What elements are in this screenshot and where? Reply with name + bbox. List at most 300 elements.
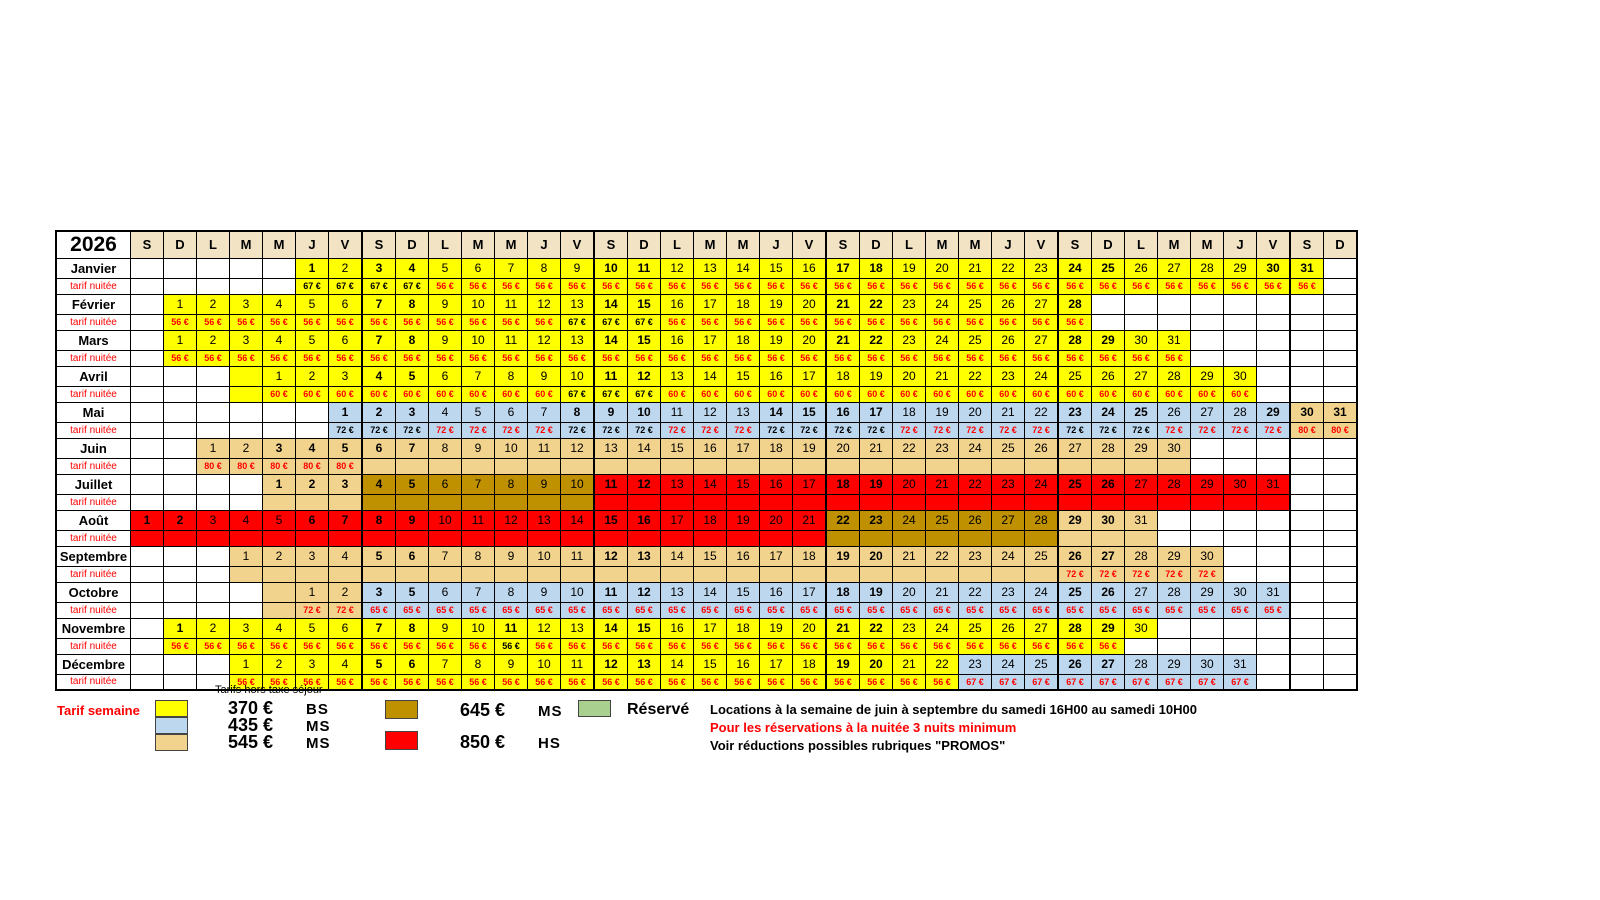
day-cell: 29 xyxy=(1224,258,1257,278)
weekday-header: V xyxy=(1025,231,1059,258)
tarif-cell xyxy=(826,494,860,510)
day-cell: 19 xyxy=(860,582,893,602)
day-cell: 12 xyxy=(528,618,561,638)
tarif-cell: 65 € xyxy=(1025,602,1059,618)
empty-cell xyxy=(131,350,164,366)
day-cell: 3 xyxy=(362,258,396,278)
tarif-cell xyxy=(628,494,661,510)
tarif-cell xyxy=(396,458,429,474)
day-cell: 26 xyxy=(1092,474,1125,494)
day-cell: 10 xyxy=(462,330,495,350)
tarif-cell xyxy=(329,530,363,546)
empty-cell xyxy=(1290,566,1324,582)
tarif-row-label: tarif nuitée xyxy=(56,350,131,366)
day-cell: 11 xyxy=(495,294,528,314)
weekday-header: L xyxy=(893,231,926,258)
tarif-cell: 72 € xyxy=(429,422,462,438)
empty-cell xyxy=(131,638,164,654)
day-cell: 4 xyxy=(263,294,296,314)
empty-cell xyxy=(1324,530,1358,546)
legend-swatch-blue xyxy=(155,717,188,734)
empty-cell xyxy=(1290,510,1324,530)
day-cell: 13 xyxy=(628,654,661,674)
empty-cell xyxy=(1224,510,1257,530)
month-label: Mars xyxy=(56,330,131,350)
day-cell: 11 xyxy=(594,582,628,602)
legend-swatch-tan xyxy=(155,734,188,751)
tarif-cell: 56 € xyxy=(860,674,893,690)
day-cell: 13 xyxy=(561,294,595,314)
tarif-cell: 67 € xyxy=(1224,674,1257,690)
day-cell: 7 xyxy=(528,402,561,422)
day-cell: 29 xyxy=(1125,438,1158,458)
empty-cell xyxy=(131,258,164,278)
empty-cell xyxy=(164,674,197,690)
day-cell: 19 xyxy=(893,258,926,278)
tarif-cell xyxy=(694,566,727,582)
day-cell: 24 xyxy=(959,438,992,458)
day-cell: 10 xyxy=(462,294,495,314)
day-cell: 9 xyxy=(396,510,429,530)
day-cell: 14 xyxy=(661,546,694,566)
price-value: 850 € xyxy=(460,732,506,752)
day-cell: 21 xyxy=(893,546,926,566)
empty-cell xyxy=(1290,494,1324,510)
season-code: MS xyxy=(306,735,331,752)
day-cell: 18 xyxy=(727,294,760,314)
day-cell: 8 xyxy=(495,366,528,386)
day-cell: 8 xyxy=(429,438,462,458)
tarif-cell: 56 € xyxy=(594,350,628,366)
empty-cell xyxy=(1191,314,1224,330)
day-cell: 4 xyxy=(263,330,296,350)
day-cell: 16 xyxy=(793,258,827,278)
month-dates-row xyxy=(56,618,1357,638)
tarif-cell: 65 € xyxy=(1058,602,1092,618)
empty-cell xyxy=(1191,618,1224,638)
tarif-cell: 56 € xyxy=(1257,278,1291,294)
tarif-cell xyxy=(561,566,595,582)
day-cell: 21 xyxy=(926,366,959,386)
empty-cell xyxy=(1158,314,1191,330)
day-cell: 6 xyxy=(329,294,363,314)
tarif-cell xyxy=(197,530,230,546)
day-cell: 7 xyxy=(362,618,396,638)
empty-cell xyxy=(131,494,164,510)
month-tarif-row xyxy=(56,386,1357,402)
day-cell: 8 xyxy=(396,294,429,314)
day-cell: 27 xyxy=(1025,294,1059,314)
tarif-cell: 56 € xyxy=(197,350,230,366)
day-cell: 23 xyxy=(959,546,992,566)
tarif-cell: 60 € xyxy=(793,386,827,402)
month-dates-row xyxy=(56,582,1357,602)
tarif-cell: 72 € xyxy=(1257,422,1291,438)
tarif-row-label: tarif nuitée xyxy=(56,458,131,474)
tarif-cell: 67 € xyxy=(594,314,628,330)
day-cell: 11 xyxy=(495,330,528,350)
empty-cell xyxy=(1257,350,1291,366)
day-cell: 13 xyxy=(528,510,561,530)
tarif-cell: 56 € xyxy=(594,638,628,654)
day-cell: 17 xyxy=(727,438,760,458)
tarif-cell: 60 € xyxy=(1092,386,1125,402)
tarif-cell: 56 € xyxy=(197,314,230,330)
day-cell: 22 xyxy=(860,294,893,314)
day-cell: 12 xyxy=(628,582,661,602)
day-cell: 5 xyxy=(329,438,363,458)
empty-cell xyxy=(1257,654,1291,674)
day-cell: 2 xyxy=(296,474,329,494)
day-cell: 10 xyxy=(561,366,595,386)
day-cell: 17 xyxy=(661,510,694,530)
day-cell: 24 xyxy=(926,330,959,350)
tarif-cell: 56 € xyxy=(263,350,296,366)
day-cell: 19 xyxy=(860,366,893,386)
tarif-cell xyxy=(396,530,429,546)
day-cell: 14 xyxy=(594,618,628,638)
tarif-cell xyxy=(926,458,959,474)
day-cell: 30 xyxy=(1092,510,1125,530)
tarif-cell: 60 € xyxy=(860,386,893,402)
tarif-cell xyxy=(1025,530,1059,546)
empty-cell xyxy=(1191,330,1224,350)
empty-cell xyxy=(1290,366,1324,386)
tarif-cell xyxy=(1025,566,1059,582)
day-cell: 24 xyxy=(926,618,959,638)
tarif-cell xyxy=(661,458,694,474)
month-tarif-row xyxy=(56,566,1357,582)
day-cell: 9 xyxy=(594,402,628,422)
empty-cell xyxy=(1224,638,1257,654)
weekday-header: D xyxy=(860,231,893,258)
empty-cell xyxy=(1324,510,1358,530)
weekday-header: M xyxy=(230,231,263,258)
empty-cell xyxy=(1191,458,1224,474)
day-cell: 25 xyxy=(992,438,1025,458)
day-cell: 19 xyxy=(760,330,793,350)
tarif-cell: 60 € xyxy=(462,386,495,402)
day-cell: 7 xyxy=(462,582,495,602)
day-cell: 26 xyxy=(1158,402,1191,422)
day-cell: 20 xyxy=(860,546,893,566)
tarif-cell: 65 € xyxy=(959,602,992,618)
day-cell: 20 xyxy=(926,258,959,278)
empty-cell xyxy=(164,402,197,422)
tarif-cell xyxy=(1191,494,1224,510)
day-cell: 24 xyxy=(1025,366,1059,386)
empty-cell xyxy=(164,422,197,438)
day-cell: 18 xyxy=(727,330,760,350)
tarif-cell: 56 € xyxy=(495,674,528,690)
day-cell: 17 xyxy=(860,402,893,422)
day-cell: 21 xyxy=(860,438,893,458)
tarif-cell xyxy=(694,458,727,474)
tarif-cell: 72 € xyxy=(926,422,959,438)
tarif-cell: 56 € xyxy=(528,638,561,654)
day-cell: 14 xyxy=(694,366,727,386)
empty-cell xyxy=(197,654,230,674)
day-cell: 4 xyxy=(230,510,263,530)
tarif-cell: 56 € xyxy=(893,278,926,294)
empty-cell xyxy=(1290,474,1324,494)
day-cell: 21 xyxy=(926,474,959,494)
empty-cell xyxy=(1224,294,1257,314)
weekday-header: M xyxy=(959,231,992,258)
day-cell: 14 xyxy=(594,294,628,314)
day-cell: 21 xyxy=(992,402,1025,422)
empty-cell xyxy=(1324,458,1358,474)
empty-cell xyxy=(1191,638,1224,654)
tarif-cell xyxy=(860,566,893,582)
day-cell: 8 xyxy=(528,258,561,278)
empty-cell xyxy=(1290,386,1324,402)
empty-cell xyxy=(131,278,164,294)
info-line-min-nights: Pour les réservations à la nuitée 3 nuits minimum xyxy=(710,720,1017,735)
day-cell: 19 xyxy=(793,438,827,458)
tarif-cell xyxy=(992,530,1025,546)
tarif-cell: 56 € xyxy=(296,314,329,330)
day-cell: 19 xyxy=(826,546,860,566)
tarif-cell: 56 € xyxy=(959,278,992,294)
weekday-header: S xyxy=(594,231,628,258)
tarif-cell: 72 € xyxy=(860,422,893,438)
day-cell: 1 xyxy=(131,510,164,530)
tarif-cell: 56 € xyxy=(959,314,992,330)
tarif-cell xyxy=(826,530,860,546)
tarif-cell xyxy=(230,566,263,582)
tarif-cell: 56 € xyxy=(760,278,793,294)
day-cell: 27 xyxy=(1092,654,1125,674)
day-cell: 27 xyxy=(1191,402,1224,422)
tarif-cell: 67 € xyxy=(959,674,992,690)
tarif-cell: 56 € xyxy=(727,638,760,654)
empty-cell xyxy=(1257,530,1291,546)
tarif-cell: 67 € xyxy=(1191,674,1224,690)
day-cell: 23 xyxy=(992,474,1025,494)
day-cell: 11 xyxy=(628,258,661,278)
empty-cell xyxy=(131,294,164,314)
tarif-cell: 56 € xyxy=(462,278,495,294)
empty-cell xyxy=(131,582,164,602)
empty-cell xyxy=(164,278,197,294)
tarif-cell: 56 € xyxy=(396,350,429,366)
tarif-cell: 56 € xyxy=(462,350,495,366)
day-cell: 22 xyxy=(959,474,992,494)
day-cell: 15 xyxy=(694,546,727,566)
day-cell: 4 xyxy=(362,366,396,386)
month-dates-row xyxy=(56,294,1357,314)
month-label: Janvier xyxy=(56,258,131,278)
empty-cell xyxy=(1191,438,1224,458)
empty-cell xyxy=(1158,510,1191,530)
tarif-cell: 56 € xyxy=(1025,314,1059,330)
month-label: Août xyxy=(56,510,131,530)
day-cell: 20 xyxy=(893,366,926,386)
tarif-cell: 65 € xyxy=(826,602,860,618)
empty-cell xyxy=(263,402,296,422)
day-cell: 8 xyxy=(462,654,495,674)
tarif-cell: 60 € xyxy=(694,386,727,402)
day-cell: 1 xyxy=(164,330,197,350)
day-cell: 7 xyxy=(329,510,363,530)
tarif-cell: 56 € xyxy=(992,638,1025,654)
empty-cell xyxy=(1290,330,1324,350)
tarif-cell: 56 € xyxy=(462,314,495,330)
tarif-cell xyxy=(296,530,329,546)
month-label: Novembre xyxy=(56,618,131,638)
tarif-cell: 56 € xyxy=(727,278,760,294)
day-cell: 18 xyxy=(826,474,860,494)
day-cell: 3 xyxy=(329,366,363,386)
season-code: MS xyxy=(538,703,563,720)
tarif-cell xyxy=(661,494,694,510)
day-cell: 3 xyxy=(296,654,329,674)
month-dates-row xyxy=(56,546,1357,566)
tarif-cell: 56 € xyxy=(860,314,893,330)
tarif-cell xyxy=(893,494,926,510)
tarif-cell: 56 € xyxy=(760,350,793,366)
month-tarif-row xyxy=(56,602,1357,618)
tarif-cell: 56 € xyxy=(362,638,396,654)
empty-cell xyxy=(131,422,164,438)
day-cell: 3 xyxy=(396,402,429,422)
day-cell: 10 xyxy=(462,618,495,638)
tarif-cell: 56 € xyxy=(1058,314,1092,330)
day-cell: 3 xyxy=(197,510,230,530)
day-cell: 27 xyxy=(1058,438,1092,458)
day-cell: 22 xyxy=(992,258,1025,278)
empty-cell xyxy=(131,618,164,638)
tarif-cell: 80 € xyxy=(197,458,230,474)
day-cell: 2 xyxy=(296,366,329,386)
tarif-cell: 72 € xyxy=(329,422,363,438)
day-cell: 24 xyxy=(1025,474,1059,494)
empty-cell xyxy=(1158,618,1191,638)
empty-cell xyxy=(1224,330,1257,350)
day-cell: 13 xyxy=(727,402,760,422)
tarif-cell: 60 € xyxy=(727,386,760,402)
day-cell: 6 xyxy=(396,546,429,566)
tarif-cell xyxy=(561,494,595,510)
tarif-cell: 56 € xyxy=(893,674,926,690)
empty-cell xyxy=(1290,294,1324,314)
tarif-cell xyxy=(793,566,827,582)
tarif-cell xyxy=(296,566,329,582)
empty-cell xyxy=(1158,530,1191,546)
day-cell: 15 xyxy=(661,438,694,458)
tarif-cell xyxy=(594,566,628,582)
empty-cell xyxy=(1257,638,1291,654)
day-cell: 23 xyxy=(959,654,992,674)
day-cell: 30 xyxy=(1224,582,1257,602)
day-cell: 6 xyxy=(329,618,363,638)
tarif-cell: 65 € xyxy=(694,602,727,618)
season-code: HS xyxy=(538,735,561,752)
day-cell: 10 xyxy=(528,546,561,566)
empty-cell xyxy=(1092,294,1125,314)
tarif-cell xyxy=(860,494,893,510)
tarif-cell: 56 € xyxy=(1092,638,1125,654)
day-cell: 28 xyxy=(1058,294,1092,314)
day-cell: 1 xyxy=(230,546,263,566)
tarif-cell: 56 € xyxy=(329,314,363,330)
day-cell: 31 xyxy=(1257,474,1291,494)
day-cell: 1 xyxy=(296,582,329,602)
month-dates-row xyxy=(56,330,1357,350)
day-cell: 25 xyxy=(1058,474,1092,494)
tarif-cell: 56 € xyxy=(263,638,296,654)
empty-cell xyxy=(164,494,197,510)
tarif-cell: 65 € xyxy=(628,602,661,618)
tarif-cell xyxy=(329,566,363,582)
tarif-cell: 56 € xyxy=(694,350,727,366)
day-cell: 23 xyxy=(926,438,959,458)
day-cell: 1 xyxy=(263,366,296,386)
day-cell: 26 xyxy=(992,618,1025,638)
tarif-cell xyxy=(329,494,363,510)
weekday-header: J xyxy=(760,231,793,258)
tarif-cell xyxy=(992,494,1025,510)
tarif-cell: 72 € xyxy=(760,422,793,438)
tarif-cell xyxy=(1092,530,1125,546)
tarif-cell: 56 € xyxy=(396,314,429,330)
tarif-cell: 67 € xyxy=(396,278,429,294)
day-cell: 2 xyxy=(263,546,296,566)
season-code: BS xyxy=(306,701,329,718)
day-cell: 5 xyxy=(396,474,429,494)
tarif-cell: 65 € xyxy=(1191,602,1224,618)
tarif-cell: 72 € xyxy=(1125,566,1158,582)
tarif-cell: 72 € xyxy=(528,422,561,438)
tarif-cell: 56 € xyxy=(528,350,561,366)
day-cell: 7 xyxy=(495,258,528,278)
empty-cell xyxy=(263,258,296,278)
day-cell: 11 xyxy=(495,618,528,638)
day-cell: 13 xyxy=(561,330,595,350)
day-cell: 1 xyxy=(296,258,329,278)
tarif-cell: 56 € xyxy=(594,278,628,294)
tarif-cell: 56 € xyxy=(826,278,860,294)
tarif-cell: 65 € xyxy=(528,602,561,618)
tarif-cell: 56 € xyxy=(959,638,992,654)
month-label: Juin xyxy=(56,438,131,458)
day-cell: 24 xyxy=(893,510,926,530)
tarif-cell: 56 € xyxy=(661,278,694,294)
tarif-cell: 56 € xyxy=(230,350,263,366)
tarif-cell xyxy=(495,530,528,546)
tarif-cell: 72 € xyxy=(628,422,661,438)
tarif-cell: 80 € xyxy=(1290,422,1324,438)
day-cell: 16 xyxy=(826,402,860,422)
day-cell: 27 xyxy=(1125,582,1158,602)
day-cell: 18 xyxy=(694,510,727,530)
weekday-header: V xyxy=(1257,231,1291,258)
day-cell: 19 xyxy=(826,654,860,674)
day-cell: 13 xyxy=(561,618,595,638)
month-label: Mai xyxy=(56,402,131,422)
empty-cell xyxy=(164,566,197,582)
day-cell: 24 xyxy=(1025,582,1059,602)
legend-price-ms-gold xyxy=(460,700,563,721)
empty-cell xyxy=(164,366,197,386)
weekday-header: S xyxy=(362,231,396,258)
tarif-row-label: tarif nuitée xyxy=(56,494,131,510)
day-cell: 31 xyxy=(1158,330,1191,350)
day-cell: 29 xyxy=(1191,366,1224,386)
day-cell: 2 xyxy=(329,582,363,602)
tarif-cell xyxy=(1058,494,1092,510)
